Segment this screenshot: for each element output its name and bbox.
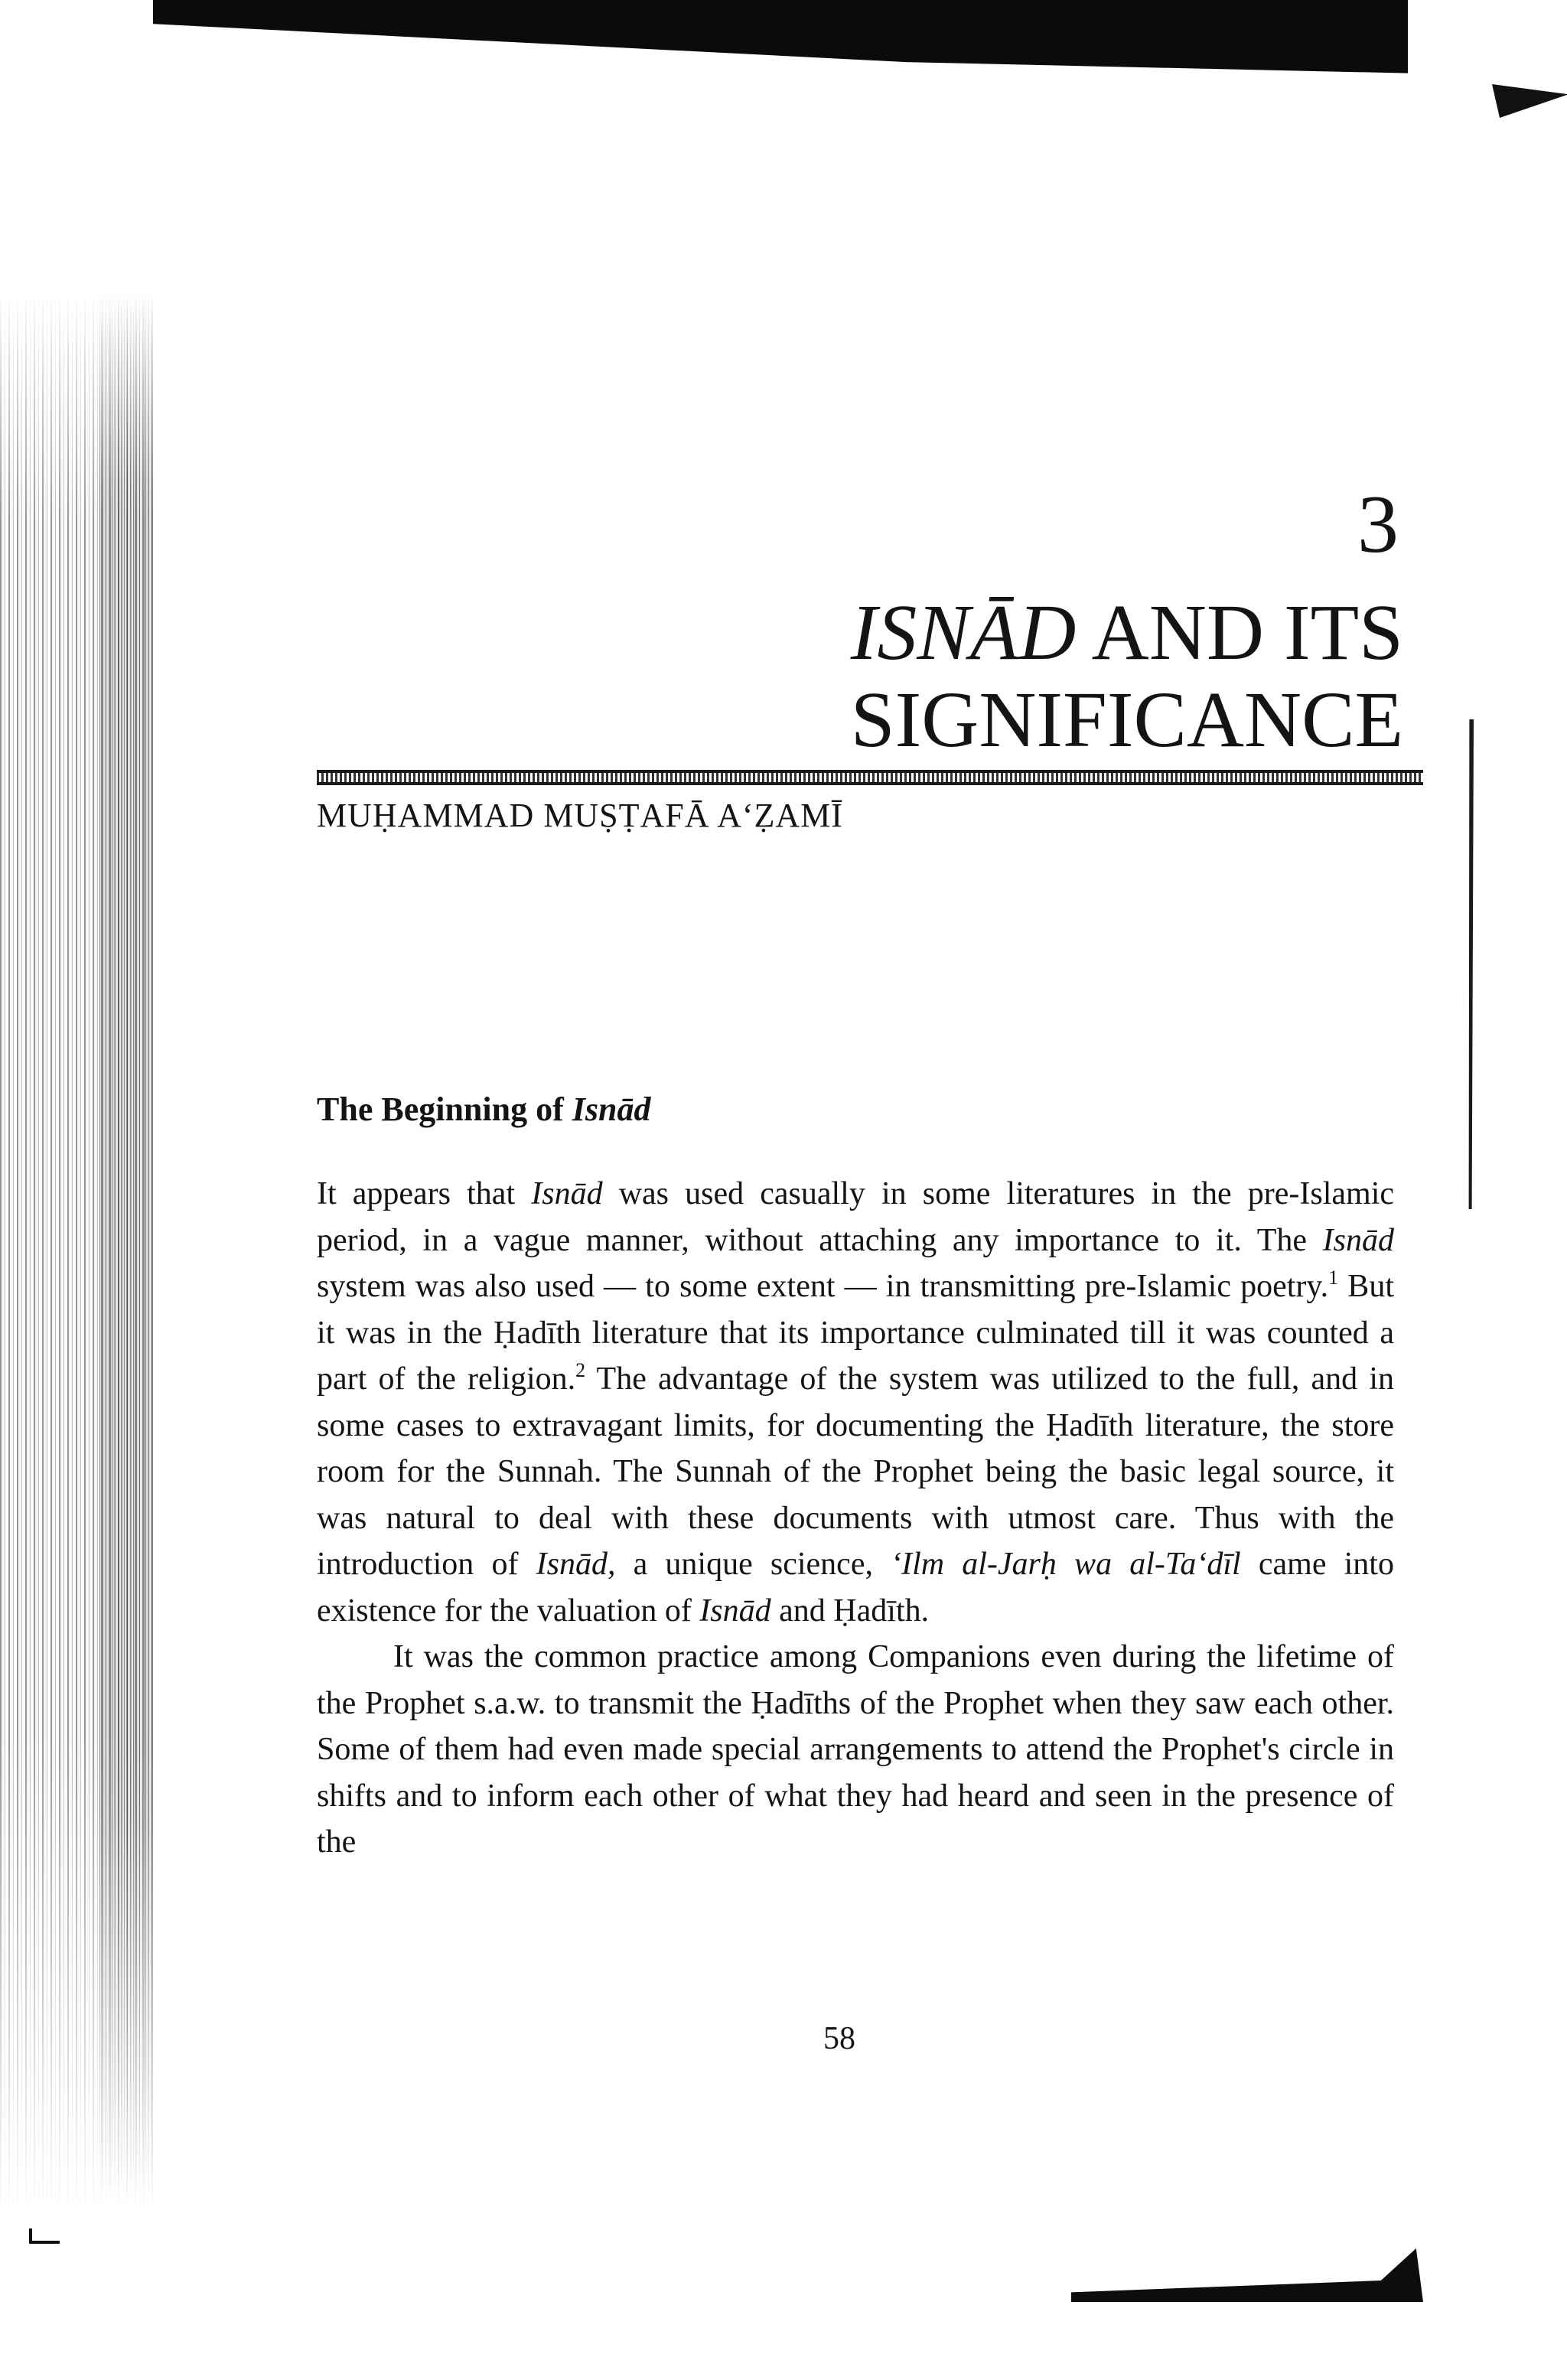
scan-edge-shadow-top — [153, 0, 1408, 80]
italic-term: ‘Ilm al-Jarḥ wa al-Ta‘dīl — [891, 1547, 1241, 1582]
crop-mark — [29, 2228, 60, 2244]
text-run: It appears that — [317, 1176, 532, 1211]
italic-term: Isnād — [1322, 1222, 1394, 1258]
scan-edge-mark — [1492, 84, 1567, 118]
section-heading-text: The Beginning of — [317, 1091, 572, 1128]
text-run: was used casually in some literatures in the pre-Islamic period, in a vague manner, without attaching any importance to it. The — [317, 1176, 1395, 1258]
heading-rule — [317, 770, 1423, 785]
scan-edge-shadow-bottom — [1071, 2248, 1423, 2302]
chapter-title-line1-rest: AND ITS — [1076, 588, 1403, 677]
footnote-ref[interactable]: 2 — [575, 1359, 586, 1381]
body-text — [317, 1171, 1394, 1866]
text-run: system was also used — to some extent — in transmitting pre-Islamic poetry. — [317, 1269, 1329, 1304]
footnote-ref[interactable]: 1 — [1328, 1267, 1339, 1289]
text-run: The advantage of the system was utilized to the full, and in some cases to extravagant limits, for documenting the Ḥadīth literature, the store room for the Sunnah. The Sunnah of the Prophet being the basic legal source, it was natural to deal with these documents with utmost care. Thus with the introduction of — [317, 1361, 1394, 1582]
italic-term: Isnād — [531, 1176, 603, 1211]
book-binding-gutter — [99, 291, 153, 2204]
paragraph: It was the common practice among Companions even during the lifetime of the Prophet s.a.w. to transmit the Ḥadīths of the Prophet when they saw each other. Some of them had even made special arrangements to attend the Prophet's circle in shifts and to inform each other of what they had heard and seen in the presence of the — [317, 1639, 1394, 1860]
text-run: a unique science, — [615, 1547, 891, 1582]
section-heading-italic: Isnād — [572, 1091, 651, 1128]
text-run: But it was in the Ḥadīth literature that its importance culminated till it was counted a part of the religion. — [317, 1269, 1394, 1397]
chapter-title-line2: SIGNIFICANCE — [850, 676, 1403, 764]
chapter-number: 3 — [1357, 479, 1399, 570]
scan-edge-shadow-right — [1468, 719, 1474, 1209]
italic-term: Isnād, — [536, 1547, 616, 1582]
text-run: and Ḥadīth. — [770, 1593, 930, 1629]
italic-term: Isnād — [699, 1593, 771, 1629]
page-number: 58 — [823, 2021, 855, 2056]
text-run: came into existence for the valuation of — [317, 1547, 1394, 1629]
chapter-title — [851, 589, 1403, 764]
section-heading — [317, 1090, 650, 1129]
paragraph — [317, 1171, 1394, 1634]
chapter-title-italic: ISNĀD — [850, 588, 1077, 677]
author-name: MUḤAMMAD MUṢṬAFĀ A‘ẒAMĪ — [317, 797, 843, 834]
